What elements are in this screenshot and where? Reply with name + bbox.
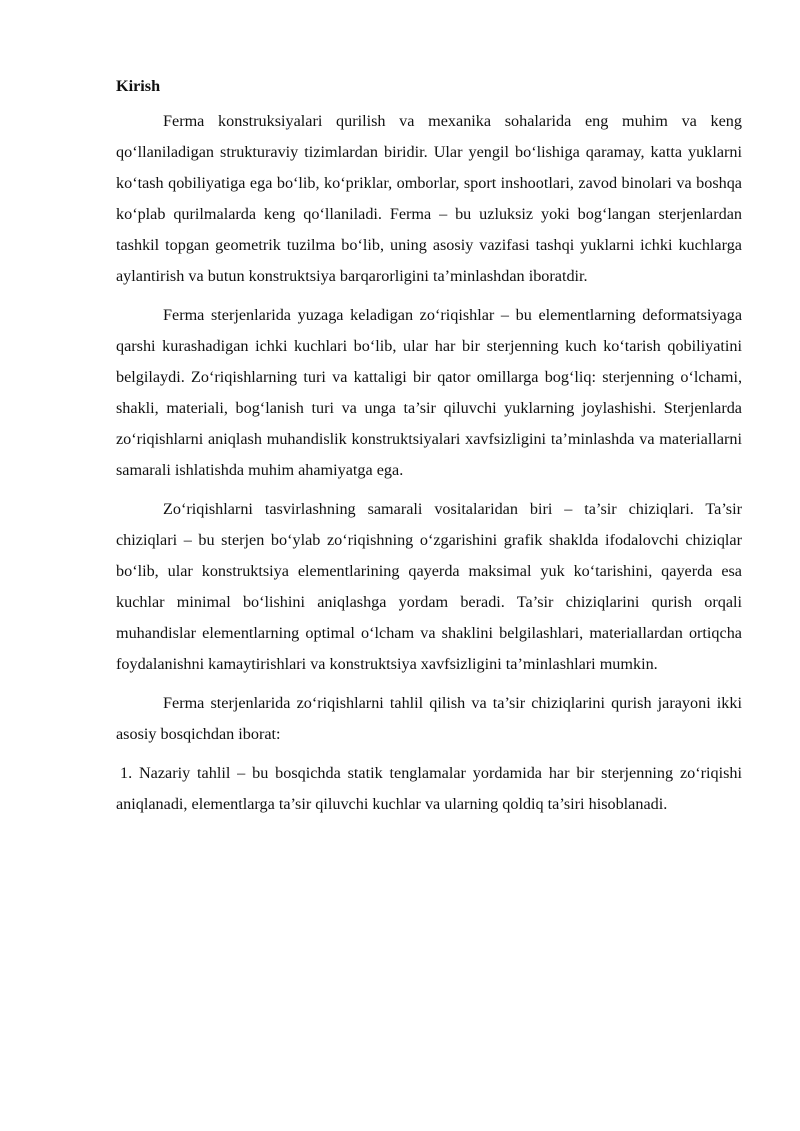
section-heading: Kirish bbox=[116, 77, 161, 95]
paragraph-influence-lines: Zo‘riqishlarni tasvirlashning samarali vositalaridan biri – ta’sir chiziqlari. Ta’sir chiziqlari – bu sterjen bo‘ylab zo‘riqishning o‘zgarishini grafik shaklda ifodalovchi chiziqlar bo‘lib, ular konstruktsiya elementlarining qayerda maksimal yuk ko‘tarishini, qayerda esa kuchlar minimal bo‘lishini aniqlashga yordam beradi. Ta’sir chiziqlarini qurish orqali muhandislar elementlarning optimal o‘lcham va shaklini belgilashlari, materiallardan ortiqcha foydalanishni kamaytirishlari va konstruktsiya xavfsizligini ta’minlashlari mumkin. bbox=[116, 500, 742, 673]
list-item-theoretical-analysis: 1. Nazariy tahlil – bu bosqichda statik tenglamalar yordamida har bir sterjenning zo‘riqishi aniqlanadi, elementlarga ta’sir qiluvchi kuchlar va ularning qoldiq ta’siri hisoblanadi. bbox=[116, 764, 742, 813]
document-page bbox=[116, 74, 742, 820]
paragraph-intro: Ferma konstruksiyalari qurilish va mexanika sohalarida eng muhim va keng qo‘llaniladigan strukturaviy tizimlardan biridir. Ular yengil bo‘lishiga qaramay, katta yuklarni ko‘tash qobiliyatiga ega bo‘lib, ko‘priklar, omborlar, sport inshootlari, zavod binolari va boshqa ko‘plab qurilmalarda keng qo‘llaniladi. Ferma – bu uzluksiz yoki bog‘langan sterjenlardan tashkil topgan geometrik tuzilma bo‘lib, uning asosiy vazifasi tashqi yuklarni ichki kuchlarga aylantirish va butun konstruktsiya barqarorligini ta’minlashdan iboratdir. bbox=[116, 112, 742, 285]
paragraph-stresses: Ferma sterjenlarida yuzaga keladigan zo‘riqishlar – bu elementlarning deformatsiyaga qarshi kurashadigan ichki kuchlari bo‘lib, ular har bir sterjenning kuch ko‘tarish qobiliyatini belgilaydi. Zo‘riqishlarning turi va kattaligi bir qator omillarga bog‘liq: sterjenning o‘lchami, shakli, materiali, bog‘lanish turi va unga ta’sir qiluvchi yuklarning joylashishi. Sterjenlarda zo‘riqishlarni aniqlash muhandislik konstruktsiyalari xavfsizligini ta’minlashda va materiallarni samarali ishlatishda muhim ahamiyatga ega. bbox=[116, 306, 742, 479]
paragraph-stages: Ferma sterjenlarida zo‘riqishlarni tahlil qilish va ta’sir chiziqlarini qurish jarayoni ikki asosiy bosqichdan iborat: bbox=[116, 694, 742, 743]
